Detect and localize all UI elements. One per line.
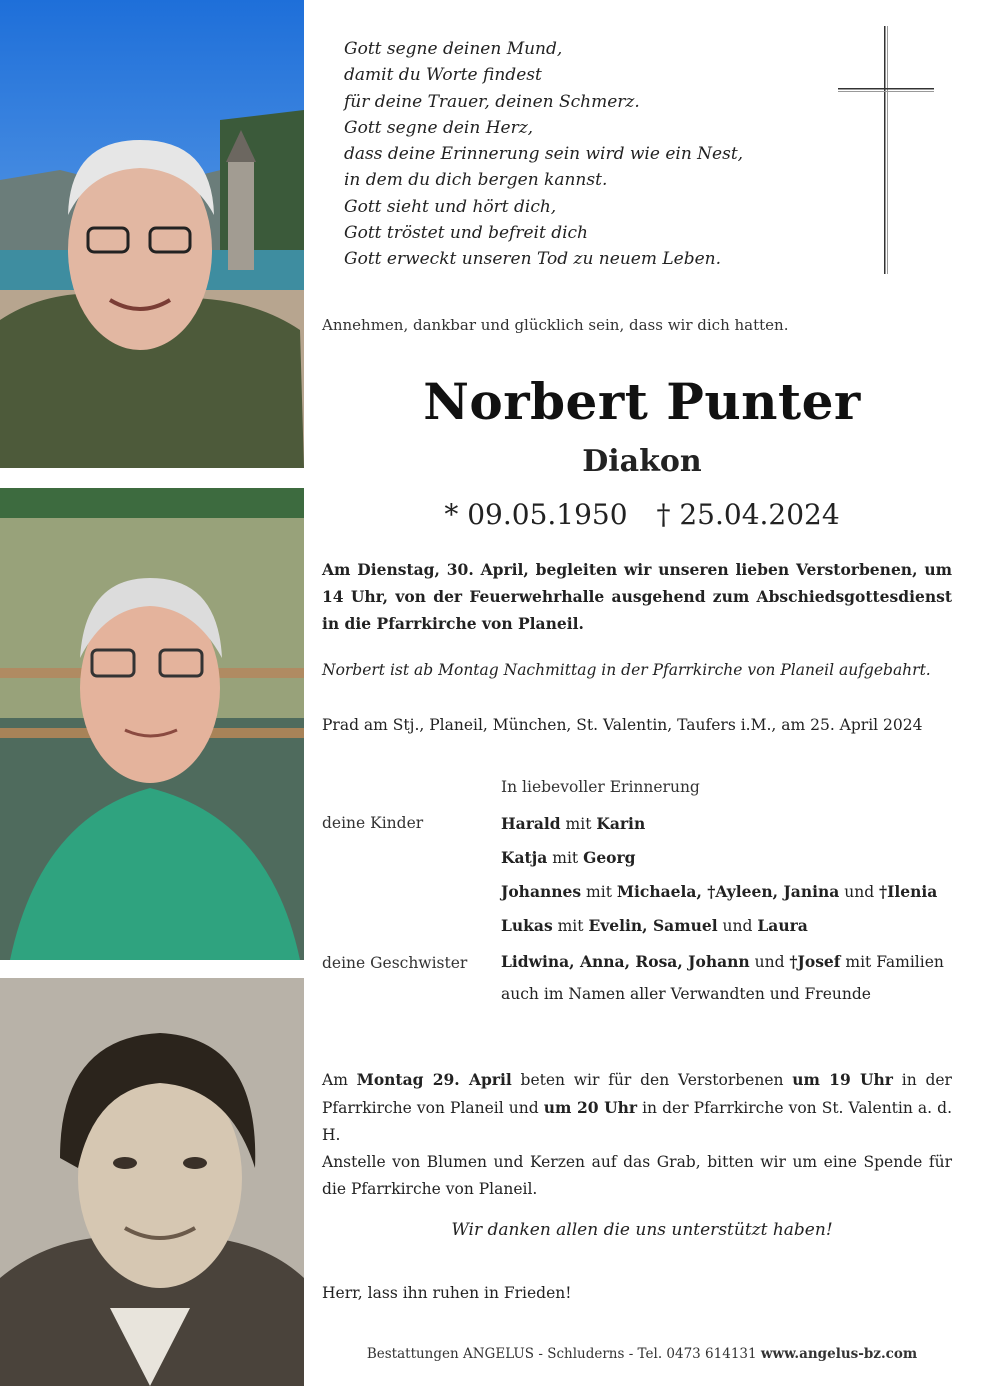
poem-line: in dem du dich bergen kannst. [344, 170, 608, 191]
quote: Annehmen, dankbar und glücklich sein, dass wir dich hatten. [322, 316, 789, 334]
partner-name: Georg [583, 848, 636, 867]
child-name: Johannes [501, 882, 582, 901]
connector: mit [547, 849, 584, 867]
photo-portrait-checkered-shirt [0, 488, 304, 960]
photo-portrait-lake-image [0, 0, 304, 468]
poem-line: Gott segne deinen Mund, [344, 39, 563, 59]
child-name: Katja [501, 848, 548, 867]
footer [322, 1346, 962, 1362]
laid-out-notice: Norbert ist ab Montag Nachmittag in der Pfarrkirche von Planeil aufgebahrt. [322, 661, 931, 679]
children-label: deine Kinder [322, 814, 424, 832]
prayer-text: in der Pfarrkirche von Planeil und [322, 1071, 952, 1117]
poem-line: Gott sieht und hört dich, [344, 196, 557, 217]
photo-portrait-young [0, 978, 304, 1386]
connector: mit [581, 883, 617, 901]
prayer-time: um 20 Uhr [543, 1098, 638, 1117]
prayer-time: um 19 Uhr [792, 1070, 893, 1089]
prayer-notice [322, 1066, 952, 1203]
birth-date: * 09.05.1950 [444, 498, 628, 531]
connector: mit Familien [840, 953, 944, 971]
relatives-line: auch im Namen aller Verwandten und Freunde [501, 985, 871, 1003]
family-names: †Ilenia [879, 882, 938, 901]
connector: und [749, 953, 790, 971]
sibling-names: Lidwina, Anna, Rosa, Johann [501, 952, 750, 971]
rest-in-peace: Herr, lass ihn ruhen in Frieden! [322, 1284, 572, 1302]
death-date: † 25.04.2024 [656, 498, 840, 531]
family-names: Evelin, Samuel [588, 916, 718, 935]
deceased-name: Norbert Punter [423, 372, 861, 431]
connector: mit [560, 815, 597, 833]
footer-website[interactable]: www.angelus-bz.com [760, 1346, 918, 1362]
poem-line: Gott tröstet und befreit dich [344, 223, 588, 244]
poem-line: dass deine Erinnerung sein wird wie ein Nest, [344, 144, 744, 165]
photo-portrait-lake [0, 0, 304, 468]
family-names: Laura [757, 916, 808, 935]
thanks: Wir danken allen die uns unterstützt haben! [451, 1220, 833, 1240]
prayer-text: beten wir für den Verstorbenen [511, 1071, 793, 1089]
connector: und [839, 883, 880, 901]
photo-portrait-young-image [0, 978, 304, 1386]
burial-notice: Am Dienstag, 30. April, begleiten wir unseren lieben Verstorbenen, um 14 Uhr, von der Feuerwehrhalle ausgehend zum Abschiedsgottesdienst in die Pfarrkirche von Planeil. [322, 560, 952, 633]
connector: und [717, 917, 758, 935]
prayer-date: Montag 29. April [356, 1070, 512, 1089]
child-name: Harald [501, 814, 561, 833]
photo-portrait-checkered-shirt-image [0, 488, 304, 960]
life-dates [322, 498, 962, 531]
poem-line: für deine Trauer, deinen Schmerz. [344, 91, 640, 112]
prayer-text: Am [322, 1071, 357, 1089]
child-line [501, 848, 636, 867]
poem [344, 36, 743, 273]
place-date: Prad am Stj., Planeil, München, St. Valentin, Taufers i.M., am 25. April 2024 [322, 716, 923, 734]
child-name: Lukas [501, 916, 553, 935]
footer-text: Bestattungen ANGELUS - Schluderns - Tel. 0473 614131 [366, 1346, 761, 1362]
poem-line: Gott erweckt unseren Tod zu neuem Leben. [344, 249, 721, 270]
child-line [501, 916, 808, 935]
poem-line: Gott segne dein Herz, [344, 117, 534, 138]
donation-notice: Anstelle von Blumen und Kerzen auf das Grab, bitten wir um eine Spende für die Pfarrkirche von Planeil. [322, 1153, 952, 1198]
connector: mit [552, 917, 589, 935]
cross-icon [838, 26, 934, 276]
prayer-text: in der Pfarrkirche von St. Valentin a. d. H. [322, 1099, 952, 1144]
partner-name: Karin [596, 814, 646, 833]
family-names: Michaela, †Ayleen, Janina [616, 882, 840, 901]
deceased-title: Diakon [582, 444, 702, 479]
child-line [501, 814, 645, 833]
poem-line: damit du Worte findest [344, 65, 542, 86]
sibling-name: †Josef [789, 952, 841, 971]
memory-heading: In liebevoller Erinnerung [501, 778, 700, 796]
child-line [501, 882, 937, 901]
siblings-label: deine Geschwister [322, 954, 468, 972]
siblings-line [501, 952, 944, 971]
